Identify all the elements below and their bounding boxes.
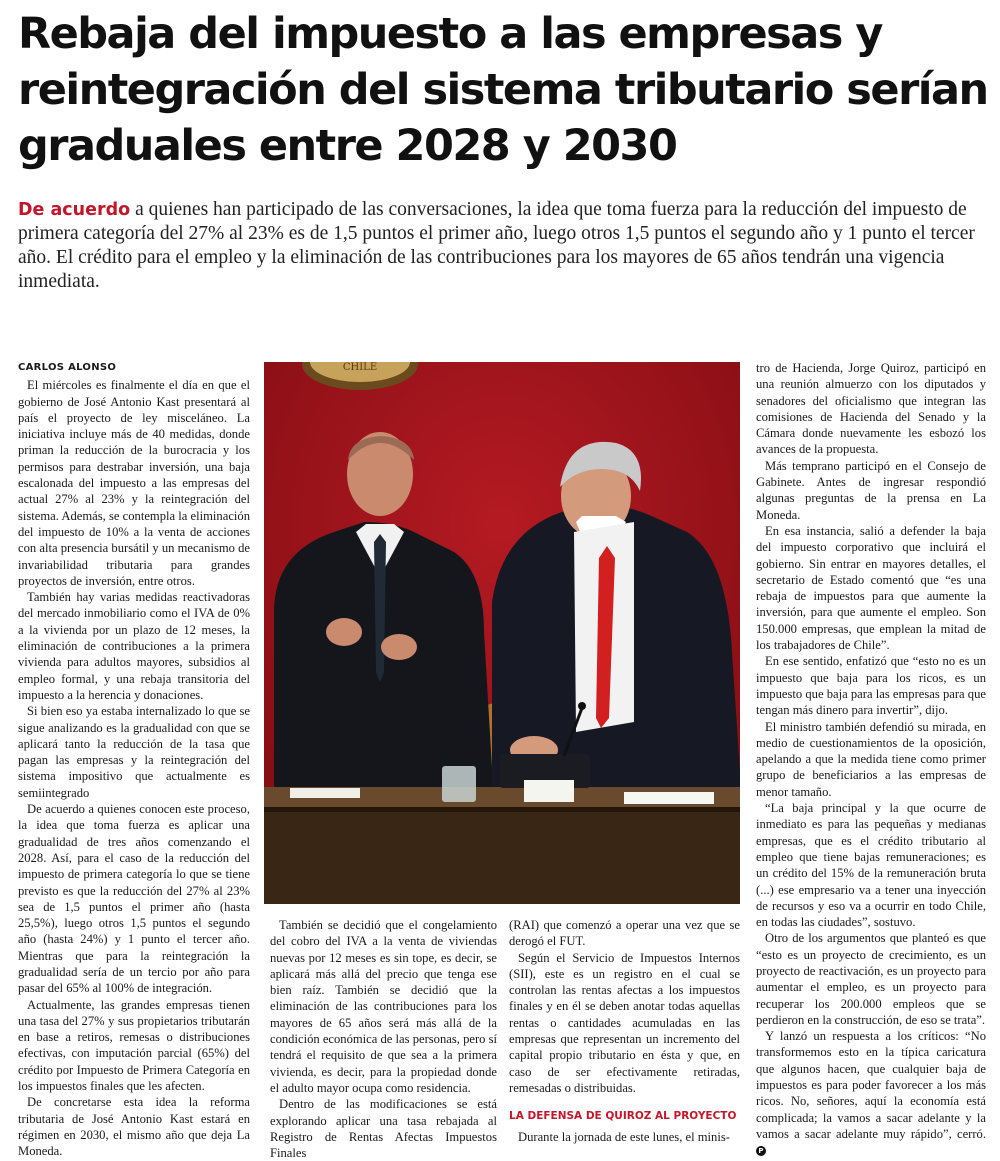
paragraph: De acuerdo a quienes conocen este proceso, la idea que toma fuerza es aplicar una gradualidad de tres años comenzando el 2028. Así, para el caso de la reducción del impuesto de primera categoría lo que se tiene previsto es que la reducción del 27% al 23% sea de 1,5 puntos el primer año (hasta 25,5%), luego otros 1,5 puntos el segundo año (hasta 24%) y 1 punto el tercer año. Mientras que para la reintegración la gradualidad sería de un tercio por año para pasar del 65% al 100% de integración. (18, 802, 250, 996)
end-mark-icon: P (756, 1146, 766, 1156)
section-subhead: LA DEFENSA DE QUIROZ AL PROYECTO (509, 1110, 737, 1123)
article-column-1 (18, 360, 250, 1160)
paragraph: Otro de los argumentos que planteó es que “esto es un proyecto de crecimiento, es un proyecto de reactivación, es un proyecto para aumentar el empleo, es un proyecto para recuperar los 200.000 empleos que se perdieron en la construcción, de eso se trata”. (756, 931, 986, 1027)
paragraph: Si bien eso ya estaba internalizado lo que se sigue analizando es la gradualidad con que se aplicará tanto la reducción de la tasa que pagan las empresas y la reintegración del sistema impositivo que actualmente es semiintegrado (18, 704, 250, 800)
article-photo (264, 362, 740, 904)
paragraph: También se decidió que el congelamiento del cobro del IVA a la venta de viviendas nuevas por 12 meses es sin tope, es decir, se aplicará más allá del precio que tenga ese bien raíz. También se decidió que la eliminación de las contribuciones para los mayores de 65 años será más allá de la condición económica de las personas, pero sí tendrá el requisito de que sea a la primera vivienda, es decir, para la propiedad donde el adulto mayor ocupa como residencia. (270, 918, 497, 1095)
paragraph: Dentro de las modificaciones se está explorando aplicar una tasa rebajada al Registro de Rentas Afectas Impuestos Finales (270, 1097, 497, 1161)
paragraph: “La baja principal y la que ocurre de inmediato es para las pequeñas y medianas empresas, que es el crédito tributario al empleo que tiene bajas remuneraciones; es un crédito del 15% de la remuneración bruta (...) ese empresario va a tener una inyección de recursos y eso va a ocurrir en todo Chile, en todas las ciudades”, sostuvo. (756, 801, 986, 930)
lead-text: a quienes han participado de las conversaciones, la idea que toma fuerza para la reducción del impuesto de primera categoría del 27% al 23% es de 1,5 puntos el primer año, luego otros 1,5 puntos el segundo año y 1 punto el tercer año. El crédito para el empleo y la eliminación de las contribuciones para los mayores de 65 años tendrán una vigencia inmediata. (18, 199, 975, 292)
paragraph: (RAI) que comenzó a operar una vez que se derogó el FUT. (509, 918, 740, 949)
paragraph: En esa instancia, salió a defender la baja del impuesto corporativo que incluirá el gobierno. Sin entrar en mayores detalles, el secretario de Estado comentó que “es una rebaja de impuestos para que aumente la inversión, para que aumente el empleo. Son 150.000 empresas, que emplean la mitad de los trabajadores de Chile”. (756, 523, 986, 653)
paragraph: En ese sentido, enfatizó que “esto no es un impuesto que baja para los ricos, es un impuesto que baja para las empresas para que tengan más dinero para invertir”, dijo. (756, 654, 986, 718)
article-column-3 (509, 917, 740, 1145)
paragraph: Según el Servicio de Impuestos Internos (SII), este es un registro en el cual se controlan las rentas afectas a los impuestos finales y en él se deben anotar todas aquellas rentas o cantidades acumuladas en las empresas que representan un incremento del capital propio tributario en ésta y que, en caso de ser efectivamente retiradas, remesadas o distribuidas. (509, 950, 740, 1095)
paragraph (756, 1028, 986, 1158)
paragraph: El miércoles es finalmente el día en que el gobierno de José Antonio Kast presentará al país el proyecto de ley misceláneo. La iniciativa incluye más de 40 medidas, donde priman la reducción de la burocracia y los permisos para destrabar inversión, una baja escalonada del impuesto a las empresas del actual 27% al 23% y la reintegración del sistema. Además, se contempla la eliminación del impuesto de 10% a la venta de acciones con alta presencia bursátil y un mecanismo de invariabilidad tributaria para grandes proyectos de inversión, entre otros. (18, 378, 250, 588)
article-column-4 (756, 360, 986, 1159)
headline: Rebaja del impuesto a las empresas y reintegración del sistema tributario serían graduales entre 2028 y 2030 (18, 9, 988, 171)
byline: CARLOS ALONSO (18, 362, 117, 373)
paragraph: tro de Hacienda, Jorge Quiroz, participó en una reunión almuerzo con los diputados y senadores del oficialismo que integran las comisiones de Hacienda del Senado y la Cámara donde nuevamente les esbozó los avances de la propuesta. (756, 361, 986, 457)
lead-kicker: De acuerdo (18, 200, 131, 220)
paragraph: Durante la jornada de este lunes, el minis- (518, 1129, 730, 1144)
paragraph: Actualmente, las grandes empresas tienen una tasa del 27% y sus propietarios tributarán en base a retiros, remesas o distribuciones efectivas, con imputación parcial (65%) del crédito por Impuesto de Primera Categoría en los impuestos finales que les afecten. (18, 997, 250, 1094)
closing-text: Y lanzó un respuesta a los críticos: “No transformemos esto en la típica caricatura que algunos hacen, que cualquier baja de impuestos es para poder favorecer a los más ricos. No, señores, aquí la economía está complicada; la vamos a sacar adelante y la vamos a sacar adelante muy rápido”, cerró. (756, 1029, 986, 1141)
paragraph: El ministro también defendió su mirada, en medio de cuestionamientos de la oposición, apelando a que la medida tiene como primer grupo de beneficiarios a las empresas de menor tamaño. (756, 719, 986, 799)
paragraph: Más temprano participó en el Consejo de Gabinete. Antes de ingresar respondió algunas preguntas de la prensa en La Moneda. (756, 458, 986, 522)
lead-paragraph (18, 198, 983, 294)
paragraph: De concretarse esta idea la reforma tributaria de José Antonio Kast estará en régimen en 2030, el mismo año que deja La Moneda. (18, 1095, 250, 1159)
paragraph: También hay varias medidas reactivadoras del mercado inmobiliario como el IVA de 0% a la vivienda por un plazo de 12 meses, la eliminación de contribuciones a la primera vivienda para adultos mayores, subsidios al empleo formal, y una rebaja transitoria del impuesto a la herencia y donaciones. (18, 590, 250, 702)
seal-text: CHILE (342, 362, 378, 373)
article-column-2 (270, 917, 497, 1161)
